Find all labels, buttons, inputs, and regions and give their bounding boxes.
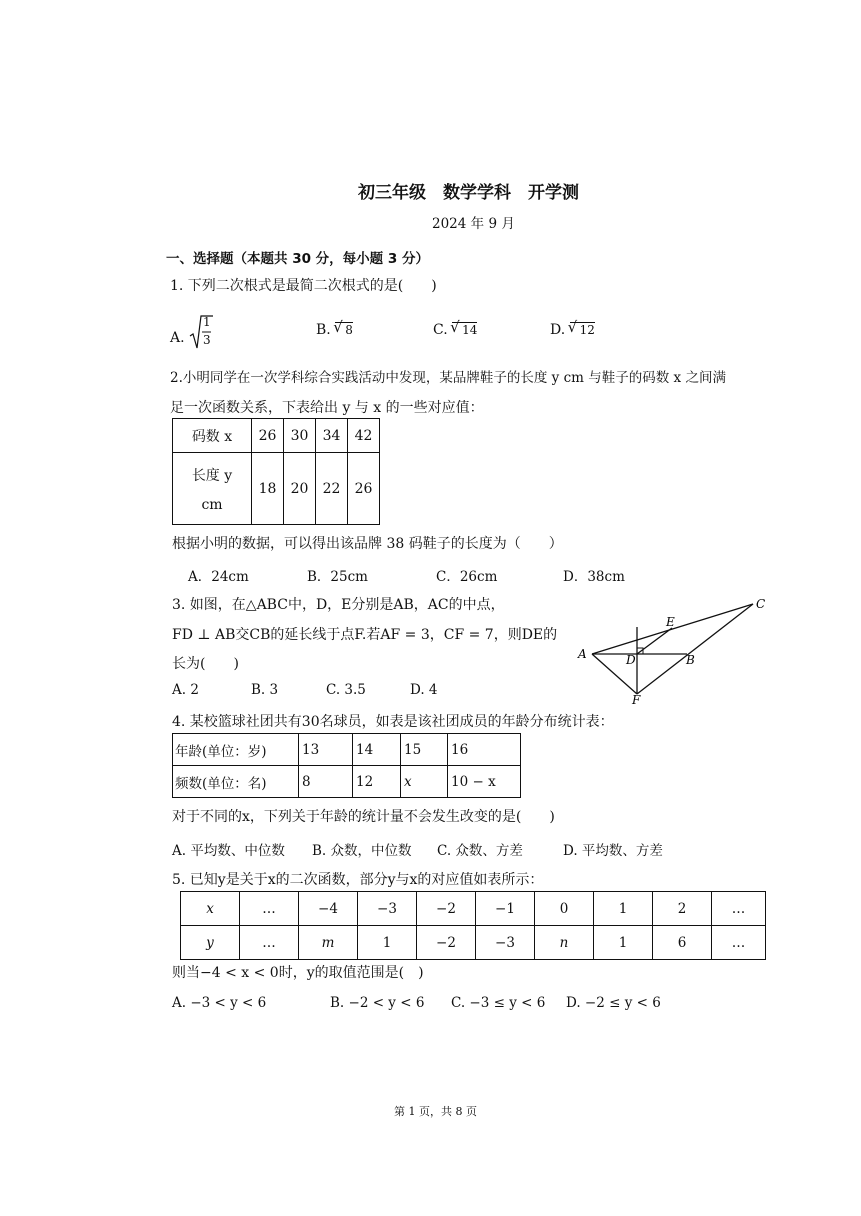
- table-cell: m: [299, 926, 358, 960]
- table-cell: x: [181, 892, 240, 926]
- table-row: [181, 892, 766, 926]
- table-cell: −3: [358, 892, 417, 926]
- q5-option-b: B. −2 < y < 6: [330, 995, 425, 1011]
- table-cell: 22: [316, 453, 348, 525]
- q3-triangle-figure: [570, 592, 770, 707]
- q4-option-a: A. 平均数、中位数: [172, 843, 285, 859]
- table-cell: …: [712, 926, 766, 960]
- q3-option-c: C. 3.5: [326, 682, 366, 698]
- table-cell: x: [401, 766, 448, 798]
- table-cell: 16: [448, 734, 521, 766]
- q4-option-b: B. 众数，中位数: [312, 843, 412, 859]
- q1-option-d-radicand: √ 12: [570, 322, 595, 337]
- table-row: [173, 766, 521, 798]
- q1-fraction-num: 1: [203, 315, 211, 329]
- q2-option-c: C．26cm: [436, 569, 498, 585]
- page-footer: 第 1 页，共 8 页: [394, 1105, 477, 1118]
- q1-stem: 1. 下列二次根式是最简二次根式的是( ): [170, 278, 437, 294]
- q1-option-b-label: B.: [316, 322, 331, 338]
- section-heading: 一、选择题（本题共 30 分，每小题 3 分）: [166, 251, 429, 267]
- q1-option-a-label: A.: [170, 330, 185, 346]
- table-cell: −3: [476, 926, 535, 960]
- table-cell: …: [712, 892, 766, 926]
- q1-option-d: [550, 322, 595, 338]
- q2-option-d: D．38cm: [563, 569, 625, 585]
- table-cell: −2: [417, 892, 476, 926]
- q2-option-a: A．24cm: [188, 569, 249, 585]
- q2-option-b: B．25cm: [307, 569, 368, 585]
- table-cell: −1: [476, 892, 535, 926]
- q4-stem: 4. 某校篮球社团共有30名球员，如表是该社团成员的年龄分布统计表：: [172, 714, 614, 730]
- q2-row2-header-line2: cm: [201, 496, 223, 513]
- table-cell: 12: [353, 766, 401, 798]
- table-cell: 1: [594, 926, 653, 960]
- q1-option-c-radicand: √ 14: [452, 322, 477, 337]
- table-row: [181, 926, 766, 960]
- table-cell: 8: [299, 766, 353, 798]
- q1-option-b-radicand: √ 8: [335, 322, 353, 337]
- fig-label-e: E: [666, 615, 675, 629]
- table-cell: …: [240, 926, 299, 960]
- table-cell: −4: [299, 892, 358, 926]
- q5-option-c: C. −3 ≤ y < 6: [451, 995, 546, 1011]
- fig-label-a: A: [578, 647, 587, 661]
- fig-label-f: F: [632, 693, 641, 707]
- q4-question: 对于不同的x，下列关于年龄的统计量不会发生改变的是( ): [172, 809, 555, 825]
- q1-option-a: [170, 315, 213, 356]
- table-cell: 26: [348, 453, 380, 525]
- table-cell: 34: [316, 419, 348, 453]
- fig-label-b: B: [686, 653, 695, 667]
- table-cell: …: [240, 892, 299, 926]
- table-cell: 1: [358, 926, 417, 960]
- table-cell: 18: [252, 453, 284, 525]
- q3-option-b: B. 3: [251, 682, 279, 698]
- table-cell: 0: [535, 892, 594, 926]
- exam-date: 2024 年 9 月: [432, 216, 515, 232]
- table-cell: y: [181, 926, 240, 960]
- page-title: 初三年级 数学学科 开学测: [358, 183, 579, 203]
- table-cell: 频数(单位：名): [173, 766, 299, 798]
- table-row: [173, 419, 380, 453]
- table-cell: 1: [594, 892, 653, 926]
- q1-option-d-label: D.: [550, 322, 566, 338]
- q1-option-c: [433, 322, 477, 338]
- table-row: [173, 734, 521, 766]
- segment-ac: [592, 604, 753, 654]
- q5-stem: 5. 已知y是关于x的二次函数，部分y与x的对应值如表所示：: [172, 872, 544, 888]
- q2-table: [172, 418, 380, 525]
- q1-sqrt-fraction: [189, 315, 213, 356]
- q2-stem-line2: 足一次函数关系，下表给出 y 与 x 的一些对应值：: [170, 400, 484, 416]
- q5-option-a: A. −3 < y < 6: [172, 995, 267, 1011]
- table-cell: 10 − x: [448, 766, 521, 798]
- table-cell: 26: [252, 419, 284, 453]
- q5-option-d: D. −2 ≤ y < 6: [566, 995, 661, 1011]
- q1-option-b: [316, 322, 353, 338]
- table-cell: 14: [353, 734, 401, 766]
- q3-option-d: D. 4: [410, 682, 438, 698]
- table-cell: 15: [401, 734, 448, 766]
- q4-option-c: C. 众数、方差: [437, 843, 523, 859]
- table-cell: 6: [653, 926, 712, 960]
- table-cell: 30: [284, 419, 316, 453]
- q5-table: [180, 891, 766, 960]
- table-cell: 42: [348, 419, 380, 453]
- q3-line3: 长为( ): [172, 656, 239, 672]
- q1-fraction-den: 3: [203, 333, 211, 347]
- table-cell: 20: [284, 453, 316, 525]
- q3-line2: FD ⊥ AB交CB的延长线于点F.若AF = 3，CF = 7，则DE的: [172, 627, 558, 643]
- table-cell: −2: [417, 926, 476, 960]
- table-cell: 年龄(单位：岁): [173, 734, 299, 766]
- table-cell: 13: [299, 734, 353, 766]
- q4-table: [172, 733, 521, 798]
- segment-cf: [637, 604, 753, 694]
- q2-question: 根据小明的数据，可以得出该品牌 38 码鞋子的长度为（ ）: [172, 536, 563, 552]
- q3-option-a: A. 2: [172, 682, 199, 698]
- q5-question: 则当−4 < x < 0时，y的取值范围是( ): [172, 965, 424, 981]
- segment-de: [637, 628, 672, 654]
- table-cell: 2: [653, 892, 712, 926]
- fig-label-c: C: [756, 597, 766, 611]
- q2-stem-line1: 2.小明同学在一次学科综合实践活动中发现，某品牌鞋子的长度 y cm 与鞋子的码数 x 之间满: [170, 370, 726, 386]
- q2-row2-header-line1: 长度 y: [191, 467, 233, 484]
- q3-line1: 3. 如图，在△ABC中，D，E分别是AB，AC的中点，: [172, 597, 505, 613]
- q1-option-c-label: C.: [433, 322, 448, 338]
- table-cell: n: [535, 926, 594, 960]
- q4-option-d: D. 平均数、方差: [563, 843, 663, 859]
- table-cell: 码数 x: [173, 419, 252, 453]
- fig-label-d: D: [626, 653, 636, 667]
- table-cell: [173, 453, 252, 525]
- table-row: [173, 453, 380, 525]
